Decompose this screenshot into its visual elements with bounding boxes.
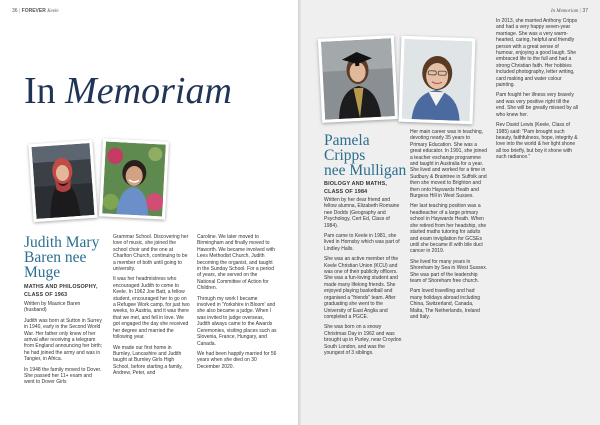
pamela-graduation-photo — [318, 35, 398, 123]
pamela-portrait-photo — [399, 36, 476, 125]
article1-column-2: Grammar School. Discovering her love of music, she joined the school choir and the one at Charlton Church, continuing to be a member of both until going to university. It was her headmistress who encouraged Judith to come to Keele. In 1962 Joe Batt, a fellow student, encouraged her to go on a Refugee Work camp, for just two weeks, to Austria, and it was there that we met, and fell in love. We got engaged the day she received her degree and married the following year. We made our first home in Burnley, Lancashire and Judith taught at Burnley Girls High School, before starting a family, Andrew, Peter, and — [113, 234, 190, 377]
article2-column-3: In 2013, she married Anthony Cripps and had a very happy seven-year marriage. She was a very warm-hearted, caring, helpful and friendly person with a great sense of humour, enjoying a good laugh. She embraced life to the full and had a strong Christian faith. Her hobbies included photography, letter writing, card making and water colour painting. Pam fought her illness very bravely and was very positive right till the end. She will be greatly missed by all who knew her. Rev David Lewis (Keele, Class of 1985) said: "Pam brought such beauty, faithfulness, hope, integrity & love into the world & her light shone all too briefly, but boy it shone with such radiance." — [496, 18, 578, 161]
judith-photo-older — [99, 138, 169, 219]
section-name: In Memoriam — [550, 9, 579, 14]
right-folio: In Memoriam | 37 — [550, 8, 588, 14]
article1-column-3: Caroline. We later moved to Birmingham and finally moved to Haworth. We became involved with Lees Methodist Church, Judith becoming the organist, and taught in the Sunday School. For a period of years, she served on the National Committee of Action for Children. Through my work I became involved in 'Yorkshire in Bloom' and she also became a judge. When I was invited to judge overseas, Judith always came to the Awards Ceremonies, visiting places such as Slovenia, France, Hungary, and Canada. We had been happily married for 56 years when she died on 30 December 2020. — [197, 234, 277, 370]
article2-title: Pamela Cripps nee Mulligan — [324, 132, 407, 179]
left-page — [0, 0, 298, 425]
page-number: 37 — [582, 8, 588, 14]
article1-subhead: MATHS AND PHILOSOPHY, CLASS OF 1963 — [24, 284, 98, 298]
article1-title: Judith Mary Baren nee Muge — [24, 234, 100, 281]
article2-column-1: Written by her dear friend and fellow alumna, Elizabeth Romaine nee Dodds (Geography and Psychology, Cert Ed, Class of 1984). Pam came to Keele in 1981, she lived in Hornsby which was part of Lindley Halls. She was an active member of the Keele Christian Union (KCU) and was one of their publicity officers. She was a fun-loving student and made many lifelong friends. She enjoyed playing basketball and organised a "friends" team. After graduating she went to the University of East Anglia and completed a PGCE. She was born on a snowy Christmas Day in 1962 and was brought up in Purley, near Croydon South London, and was the youngest of 3 siblings. — [324, 197, 402, 356]
article2-column-2: Her main career was in teaching, devoting nearly 35 years to Primary Education. She was a great educator. In 1991, she joined a teacher exchange programme and taught in Australia for a year. She lived and worked for a time in Sudbury & Braintree in Suffolk and then she moved to Brighton and then onto Haywards Heath and Burgess Hill in West Sussex. Her last teaching position was a headteacher of a large primary school in Haywards Heath. When she retired from her headship, she started maths tutoring for adults and exam invigilation for GCSEs until she became ill with bile duct cancer in 2019. She lived for many years in Shoreham by Sea in West Sussex. She was part of the leadership team of Shoreham free church. Pam loved travelling and had many holidays abroad including China, Switzerland, Canada, Malta, The Netherlands, Ireland and Italy. — [410, 129, 488, 320]
article1-column-1: Written by Maurice Baren (husband) Judith was born at Sutton in Surrey in 1940, early in the Second World War. Her father only knew of her arrival after receiving a telegram from England announcing her birth; he had joined the army and was in Tangier, in Africa. In 1948 the family moved to Dover. She passed her 11+ exam and went to Dover Girls — [24, 301, 103, 386]
article2-subhead: BIOLOGY AND MATHS, CLASS OF 1984 — [324, 181, 388, 195]
article1-byline: Written by Maurice Baren (husband) — [24, 301, 81, 314]
page-title: In Memoriam — [24, 70, 232, 112]
magazine-name: FOREVER — [21, 8, 46, 14]
page-number: 36 — [12, 8, 18, 14]
left-folio: 36 | FOREVER Keele — [12, 8, 59, 14]
magazine-school: Keele — [47, 9, 59, 14]
right-page — [302, 0, 600, 425]
judith-photo-young — [28, 140, 97, 222]
